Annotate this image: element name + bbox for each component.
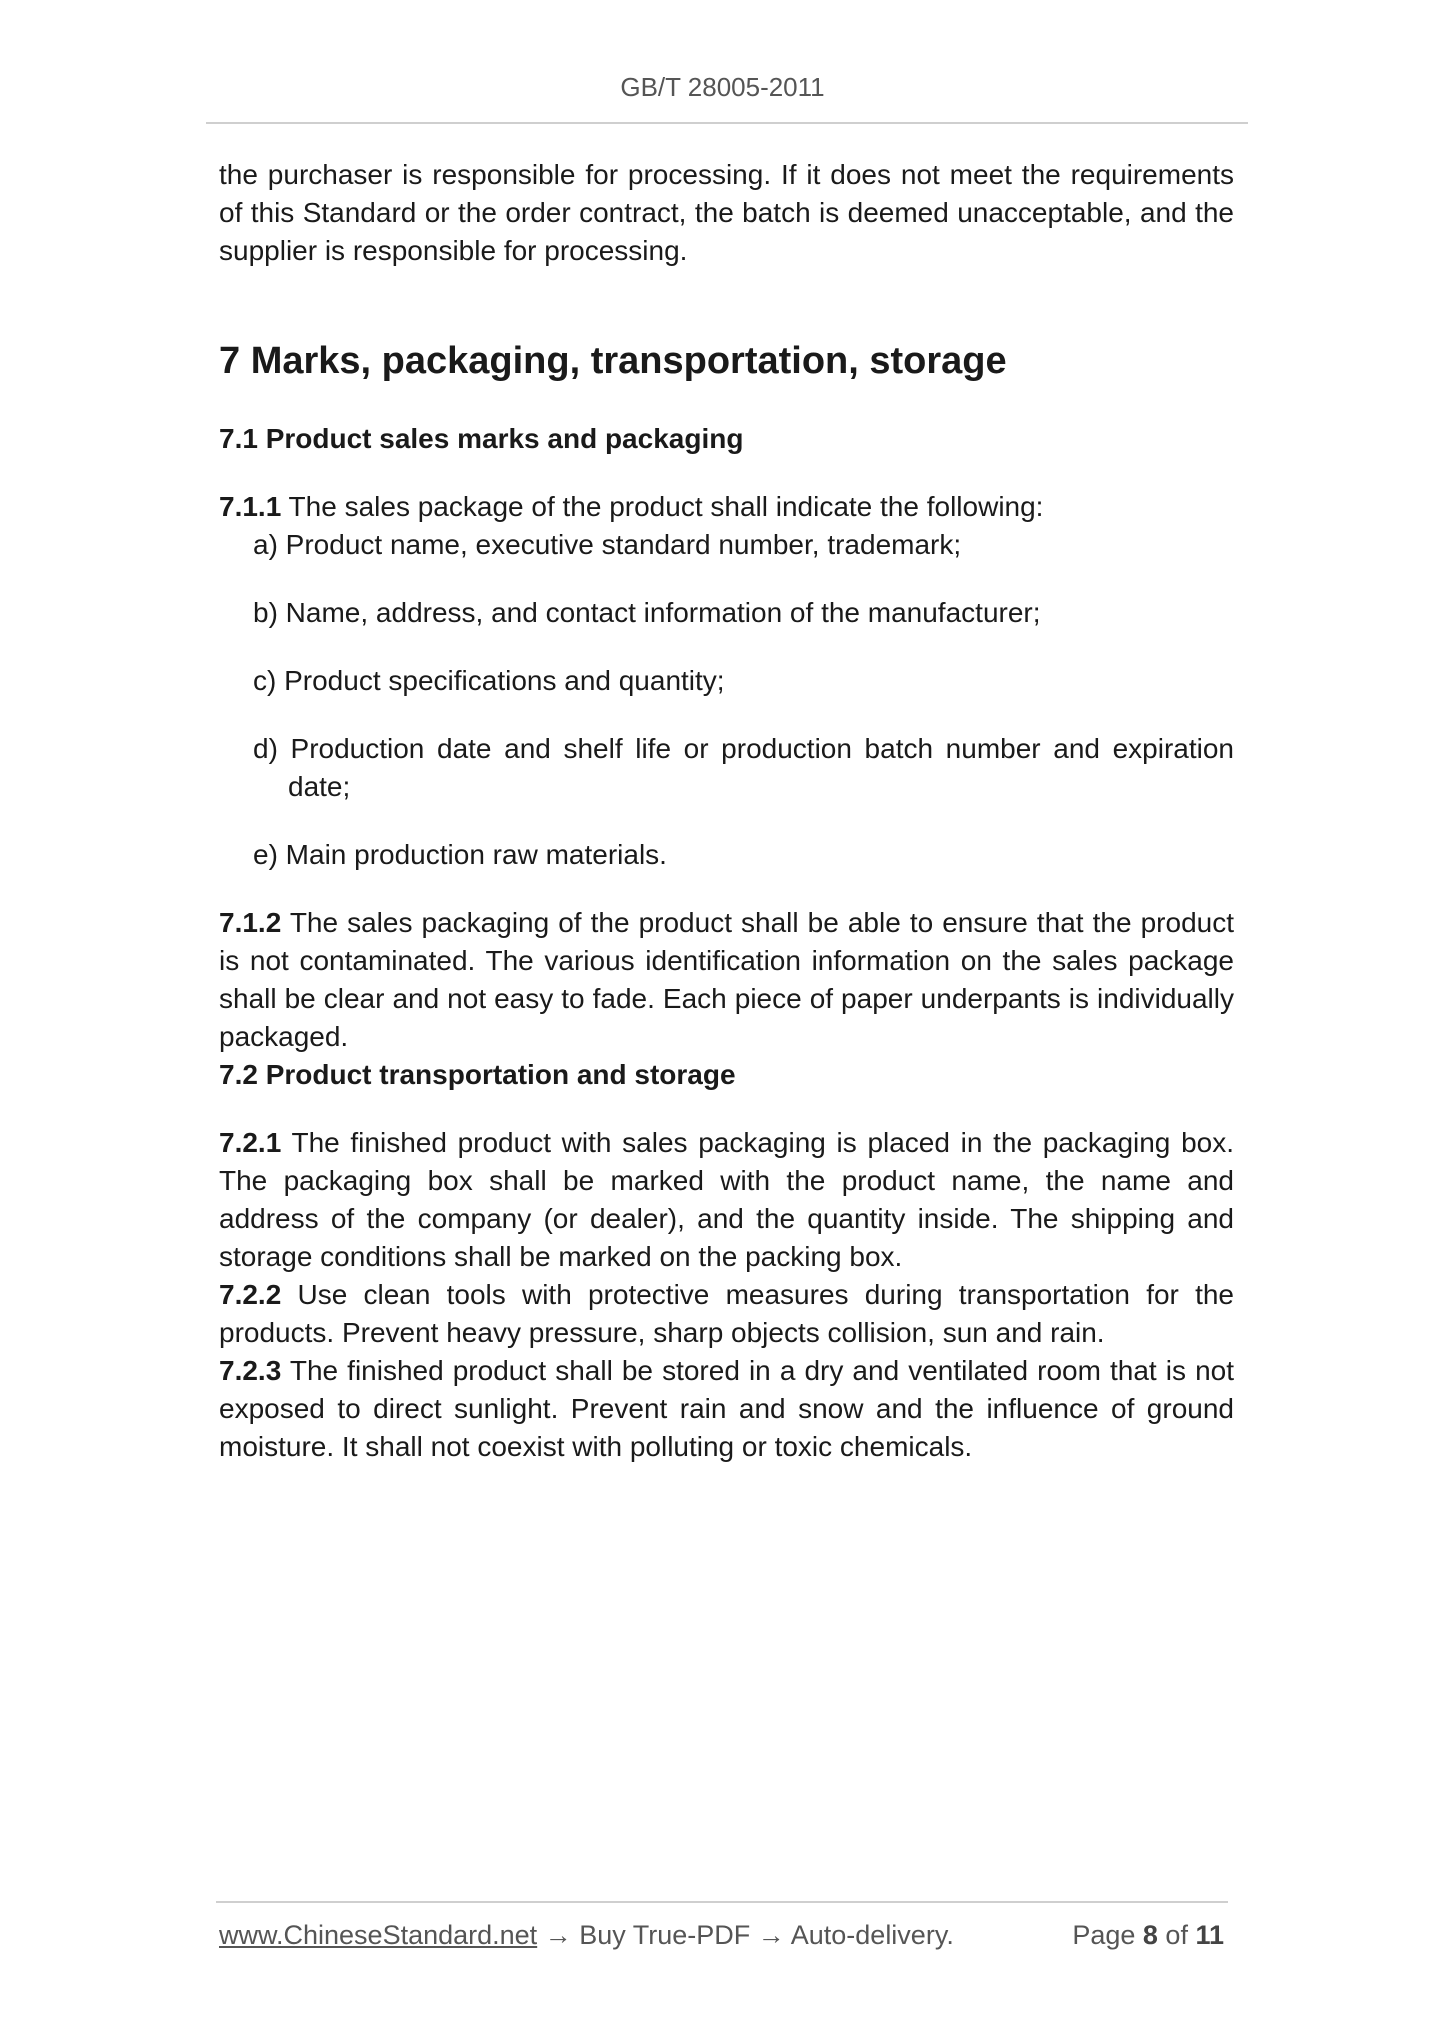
page-total: 11 [1195, 1920, 1224, 1950]
sales-package-list [219, 526, 1234, 874]
clause-number: 7.2.2 [219, 1279, 282, 1310]
section-7-heading: 7 Marks, packaging, transportation, storage [219, 340, 1007, 382]
list-item: d) Production date and shelf life or production batch number and expiration date; [253, 733, 1234, 802]
page-of: of [1157, 1920, 1196, 1950]
clause-number: 7.2.1 [219, 1127, 282, 1158]
standard-code: GB/T 28005-2011 [620, 72, 825, 102]
clause-number: 7.1.1 [219, 491, 282, 522]
header-divider [206, 122, 1248, 124]
clause-text: The finished product shall be stored in a dry and ventilated room that is not exposed to direct sunlight. Prevent rain and snow and the influence of ground moisture. It shall not coexist with polluting or toxic chemicals. [219, 1355, 1234, 1462]
clause-text: The finished product with sales packaging is placed in the packaging box. The packaging box shall be marked with the product name, the name and address of the company (or dealer), and the quantity inside. The shipping and storage conditions shall be marked on the packing box. [219, 1127, 1234, 1272]
page-indicator [1072, 1920, 1224, 1951]
clause-text: The sales package of the product shall indicate the following: [281, 491, 1044, 522]
list-item: e) Main production raw materials. [253, 839, 667, 870]
clause-number: 7.1.2 [219, 907, 282, 938]
section-7-2-heading: 7.2 Product transportation and storage [219, 1059, 736, 1090]
list-item: a) Product name, executive standard number, trademark; [253, 529, 962, 560]
document-body [219, 156, 1234, 1466]
footer-left [219, 1920, 954, 1951]
page-header [0, 72, 1445, 103]
clause-number: 7.2.3 [219, 1355, 282, 1386]
page-label: Page [1072, 1920, 1143, 1950]
clause-text: The sales packaging of the product shall be able to ensure that the product is not contaminated. The various identification information on the sales package shall be clear and not easy to fade. Each piece of paper underpants is individually packaged. [219, 907, 1234, 1052]
list-item: c) Product specifications and quantity; [253, 665, 725, 696]
clause-text: Use clean tools with protective measures during transportation for the products. Prevent heavy pressure, sharp objects collision, sun and rain. [219, 1279, 1234, 1348]
footer-tagline: → Buy True-PDF → Auto-delivery. [537, 1920, 954, 1950]
section-7-1-heading: 7.1 Product sales marks and packaging [219, 423, 744, 454]
clause-7-1-2 [219, 904, 1234, 1056]
clause-7-2-3 [219, 1352, 1234, 1466]
footer-divider [216, 1901, 1228, 1903]
intro-paragraph: the purchaser is responsible for processing. If it does not meet the requirements of this Standard or the order contract, the batch is deemed unacceptable, and the supplier is responsible for processing. [219, 159, 1234, 266]
page-current: 8 [1142, 1920, 1158, 1950]
list-item: b) Name, address, and contact information of the manufacturer; [253, 597, 1041, 628]
clause-7-2-1 [219, 1124, 1234, 1276]
clause-7-1-1 [219, 488, 1234, 526]
clause-7-2-2 [219, 1276, 1234, 1352]
site-link[interactable]: www.ChineseStandard.net [219, 1920, 538, 1950]
